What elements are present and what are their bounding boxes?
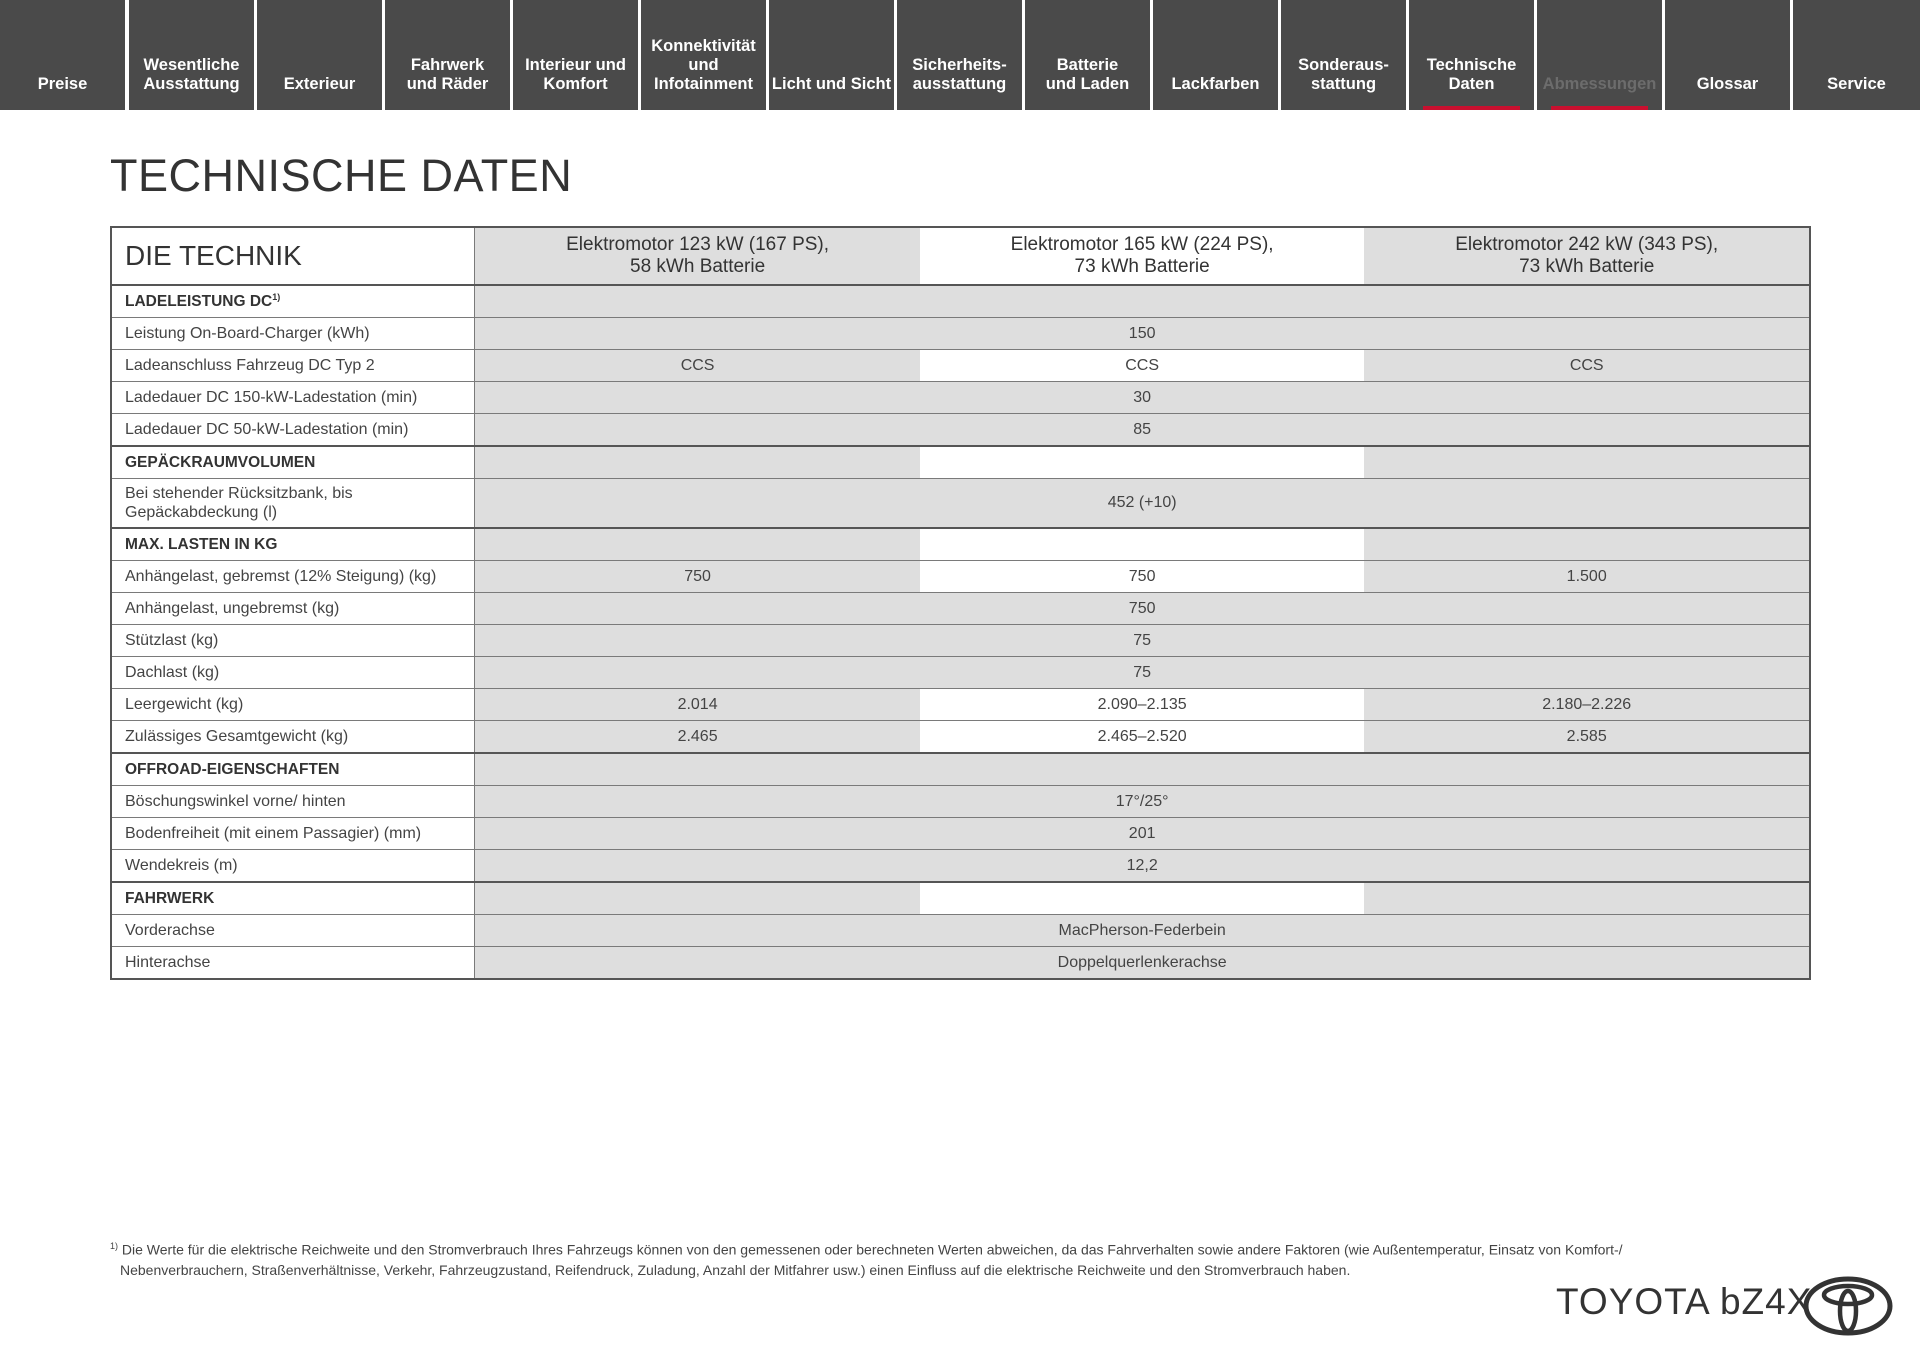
table-row bbox=[111, 689, 1810, 721]
table-cell: 85 bbox=[475, 414, 1810, 447]
row-label: Stützlast (kg) bbox=[111, 625, 475, 657]
row-label: Anhängelast, ungebremst (kg) bbox=[111, 593, 475, 625]
footnote: $^{1)}$ Die Werte für die elektrische Reichweite und den Stromverbrauch Ihres Fahrzeugs können von den gemessenen oder berechneten Werten abweichen, da das Fahrverhalten sowie andere Faktoren (wie Außentemperatur, Einsatz von Komfort-/ Nebenverbrauchern, Straßenverhältnisse, Verkehr, Fahrzeugzustand, Reifendruck, Zuladung, Anzahl der Mitfahrer usw.) einen Einfluss auf die elektrische Reichweite und den Stromverbrauch haben. bbox=[110, 1236, 1810, 1280]
table-cell: 2.465–2.520 bbox=[920, 721, 1365, 754]
table-cell: 75 bbox=[475, 625, 1810, 657]
table-row bbox=[111, 318, 1810, 350]
table-cell: 452 (+10) bbox=[475, 479, 1810, 529]
tab-abmessungen[interactable]: Abmessungen bbox=[1537, 0, 1662, 110]
tab-licht-sicht[interactable]: Licht und Sicht bbox=[769, 0, 894, 110]
row-label: Leergewicht (kg) bbox=[111, 689, 475, 721]
table-cell: CCS bbox=[1364, 350, 1810, 382]
tab-sonderausstattung[interactable]: Sonderaus- stattung bbox=[1281, 0, 1406, 110]
table-header-row bbox=[111, 227, 1810, 285]
section-header-row bbox=[111, 285, 1810, 318]
active-tab-underline bbox=[1423, 106, 1520, 110]
table-row bbox=[111, 625, 1810, 657]
tab-glossar[interactable]: Glossar bbox=[1665, 0, 1790, 110]
section-header: LADELEISTUNG DC$^{1)}$ bbox=[111, 285, 475, 318]
table-cell bbox=[475, 446, 920, 479]
row-label: Zulässiges Gesamtgewicht (kg) bbox=[111, 721, 475, 754]
tab-interieur-komfort[interactable]: Interieur und Komfort bbox=[513, 0, 638, 110]
table-cell: 2.090–2.135 bbox=[920, 689, 1365, 721]
table-cell bbox=[475, 285, 1810, 318]
row-label: Ladeanschluss Fahrzeug DC Typ 2 bbox=[111, 350, 475, 382]
tab-service[interactable]: Service bbox=[1793, 0, 1920, 110]
table-cell: 12,2 bbox=[475, 850, 1810, 883]
row-label: Bei stehender Rücksitzbank, bis Gepäckabdeckung (l) bbox=[111, 479, 475, 529]
table-cell: Doppelquerlenkerachse bbox=[475, 947, 1810, 980]
toyota-logo-icon bbox=[1803, 1276, 1893, 1341]
table-cell: CCS bbox=[920, 350, 1365, 382]
table-cell: 17°/25° bbox=[475, 786, 1810, 818]
table-row bbox=[111, 382, 1810, 414]
page-title: TECHNISCHE DATEN bbox=[110, 150, 573, 201]
section-header: GEPÄCKRAUMVOLUMEN bbox=[111, 446, 475, 479]
tab-konnektivitaet[interactable]: Konnektivität und Infotainment bbox=[641, 0, 766, 110]
tab-lackfarben[interactable]: Lackfarben bbox=[1153, 0, 1278, 110]
table-cell bbox=[920, 528, 1365, 561]
row-label: Vorderachse bbox=[111, 915, 475, 947]
table-row bbox=[111, 818, 1810, 850]
row-label: Ladedauer DC 150-kW-Ladestation (min) bbox=[111, 382, 475, 414]
tab-batterie-laden[interactable]: Batterie und Laden bbox=[1025, 0, 1150, 110]
table-section-title: DIE TECHNIK bbox=[111, 227, 475, 285]
table-cell bbox=[1364, 882, 1810, 915]
table-cell: 201 bbox=[475, 818, 1810, 850]
section-header-row bbox=[111, 446, 1810, 479]
tech-data-table bbox=[110, 226, 1811, 980]
table-cell bbox=[1364, 528, 1810, 561]
table-row bbox=[111, 947, 1810, 980]
row-label: Ladedauer DC 50-kW-Ladestation (min) bbox=[111, 414, 475, 447]
table-cell bbox=[920, 882, 1365, 915]
table-cell: CCS bbox=[475, 350, 920, 382]
tab-preise[interactable]: Preise bbox=[0, 0, 125, 110]
table-row bbox=[111, 561, 1810, 593]
table-row bbox=[111, 479, 1810, 529]
row-label: Anhängelast, gebremst (12% Steigung) (kg) bbox=[111, 561, 475, 593]
table-row bbox=[111, 414, 1810, 447]
table-cell: 750 bbox=[475, 593, 1810, 625]
table-cell: 750 bbox=[920, 561, 1365, 593]
table-row bbox=[111, 350, 1810, 382]
table-row bbox=[111, 593, 1810, 625]
tab-fahrwerk-raeder[interactable]: Fahrwerk und Räder bbox=[385, 0, 510, 110]
column-header: Elektromotor 123 kW (167 PS), 58 kWh Batterie bbox=[475, 227, 920, 285]
section-header-row bbox=[111, 882, 1810, 915]
tab-sicherheitsausstattung[interactable]: Sicherheits- ausstattung bbox=[897, 0, 1022, 110]
tab-technische-daten[interactable]: Technische Daten bbox=[1409, 0, 1534, 110]
table-row bbox=[111, 915, 1810, 947]
table-cell bbox=[475, 528, 920, 561]
top-navigation bbox=[0, 0, 1920, 110]
table-cell: 1.500 bbox=[1364, 561, 1810, 593]
row-label: Leistung On-Board-Charger (kWh) bbox=[111, 318, 475, 350]
row-label: Hinterachse bbox=[111, 947, 475, 980]
row-label: Dachlast (kg) bbox=[111, 657, 475, 689]
tab-underline bbox=[1551, 106, 1648, 110]
tab-wesentliche-ausstattung[interactable]: Wesentliche Ausstattung bbox=[129, 0, 254, 110]
table-cell bbox=[920, 446, 1365, 479]
column-header: Elektromotor 242 kW (343 PS), 73 kWh Batterie bbox=[1364, 227, 1810, 285]
row-label: Wendekreis (m) bbox=[111, 850, 475, 883]
section-header: OFFROAD-EIGENSCHAFTEN bbox=[111, 753, 475, 786]
table-cell: 2.014 bbox=[475, 689, 920, 721]
table-cell: 2.465 bbox=[475, 721, 920, 754]
table-row bbox=[111, 657, 1810, 689]
section-header-row bbox=[111, 528, 1810, 561]
tab-exterieur[interactable]: Exterieur bbox=[257, 0, 382, 110]
section-header: MAX. LASTEN IN KG bbox=[111, 528, 475, 561]
table-cell: 2.180–2.226 bbox=[1364, 689, 1810, 721]
section-header: FAHRWERK bbox=[111, 882, 475, 915]
table-cell: 2.585 bbox=[1364, 721, 1810, 754]
section-header-row bbox=[111, 753, 1810, 786]
footnote-line: Nebenverbrauchern, Straßenverhältnisse, Verkehr, Fahrzeugzustand, Reifendruck, Zuladung, Anzahl der Mitfahrer usw.) einen Einfluss auf die elektrische Reichweite und den Stromverbrauch haben. bbox=[120, 1261, 1351, 1278]
table-cell: 75 bbox=[475, 657, 1810, 689]
footnote-line: Die Werte für die elektrische Reichweite und den Stromverbrauch Ihres Fahrzeugs können von den gemessenen oder berechneten Werten abweichen, da das Fahrverhalten sowie andere Faktoren (wie Außentemperatur, Einsatz von Komfort-/ bbox=[121, 1241, 1623, 1258]
table-cell: 30 bbox=[475, 382, 1810, 414]
table-row bbox=[111, 721, 1810, 754]
brand-name: TOYOTA bZ4X bbox=[1556, 1281, 1813, 1322]
table-cell bbox=[475, 753, 1810, 786]
row-label: Böschungswinkel vorne/ hinten bbox=[111, 786, 475, 818]
column-header: Elektromotor 165 kW (224 PS), 73 kWh Batterie bbox=[920, 227, 1365, 285]
table-cell bbox=[1364, 446, 1810, 479]
table-row bbox=[111, 786, 1810, 818]
table-cell: 750 bbox=[475, 561, 920, 593]
table-row bbox=[111, 850, 1810, 883]
table-cell: 150 bbox=[475, 318, 1810, 350]
table-cell bbox=[475, 882, 920, 915]
row-label: Bodenfreiheit (mit einem Passagier) (mm) bbox=[111, 818, 475, 850]
table-cell: MacPherson-Federbein bbox=[475, 915, 1810, 947]
